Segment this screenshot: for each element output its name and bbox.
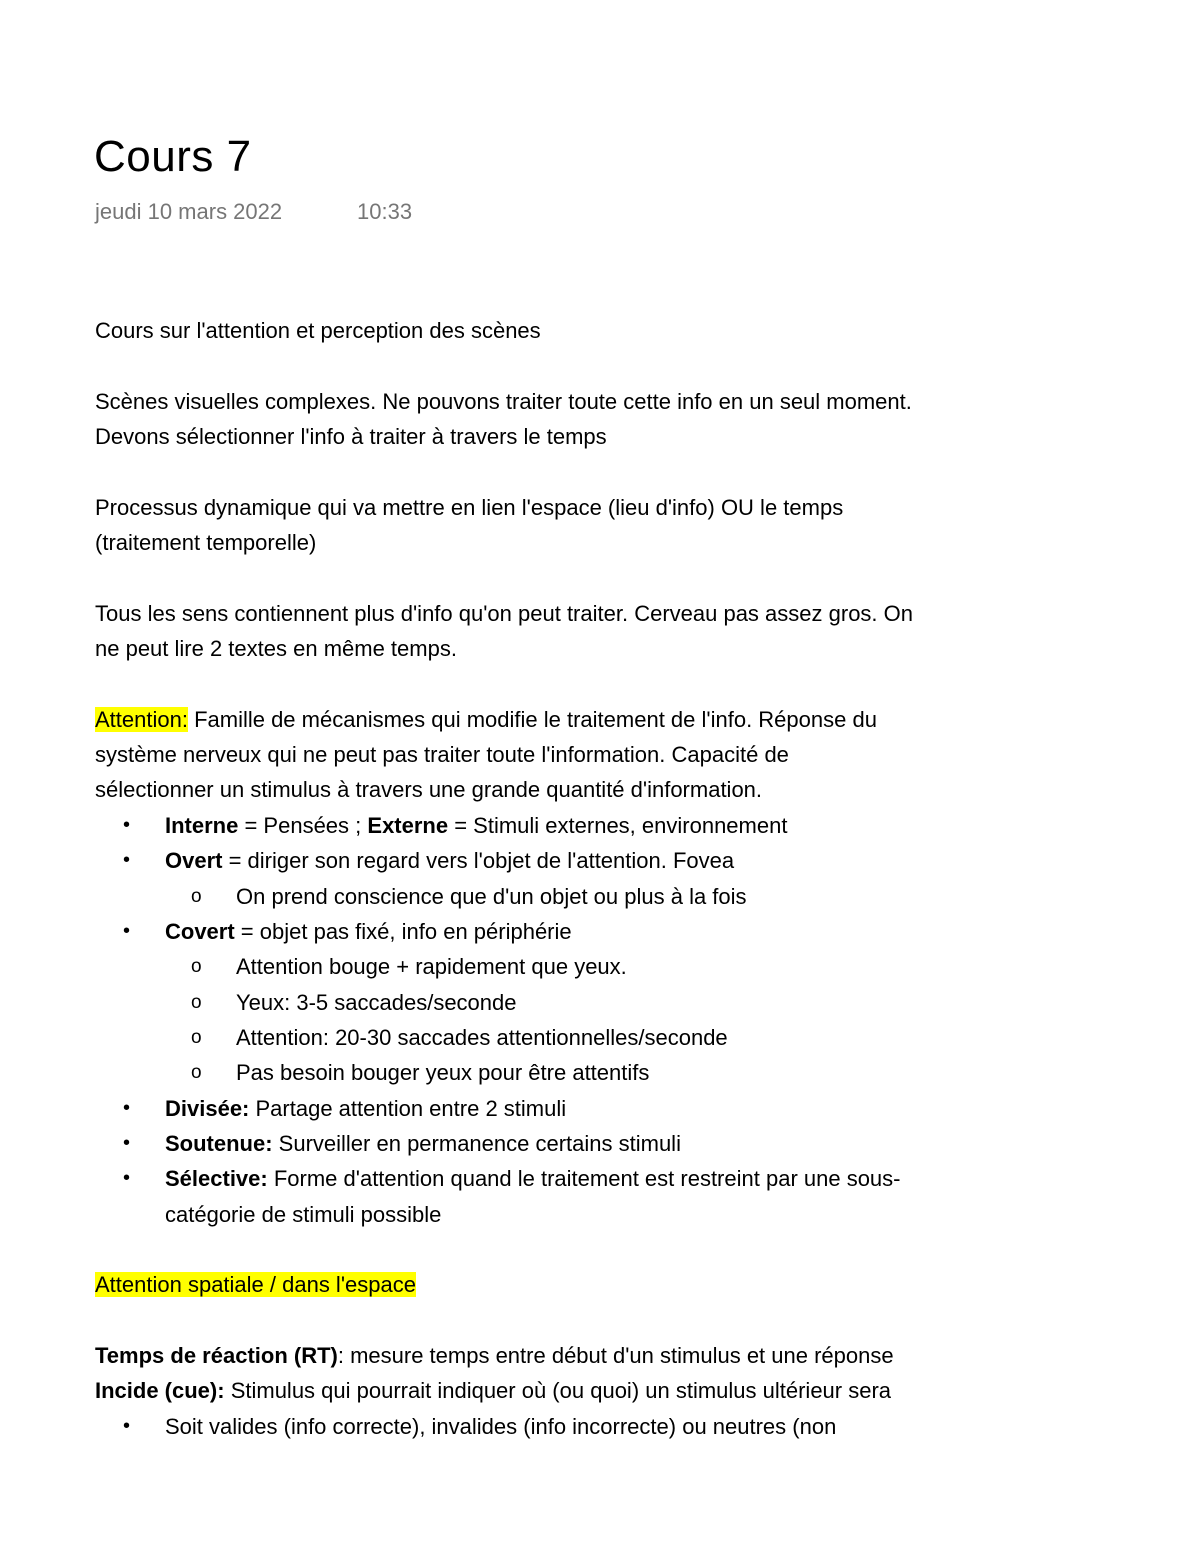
text-run: On prend conscience que d'un objet ou plus à la fois — [236, 883, 747, 909]
bold-term: Interne — [165, 812, 239, 838]
list-item — [95, 1055, 1155, 1090]
hollow-bullet-icon: o — [191, 1026, 202, 1048]
hollow-bullet-icon: o — [191, 885, 202, 907]
bold-term: Externe — [367, 812, 449, 838]
blank-line — [95, 454, 1155, 489]
text-line — [95, 490, 1155, 525]
text-run: Soit valides (info correcte), invalides (info incorrecte) ou neutres (non — [165, 1413, 837, 1439]
list-item — [95, 1126, 1155, 1161]
text-line — [95, 313, 1155, 348]
text-line — [95, 1373, 1155, 1408]
text-line — [95, 772, 1155, 807]
text-run: : mesure temps entre début d'un stimulus et une réponse — [337, 1342, 894, 1368]
bold-term: Overt — [165, 848, 223, 874]
note-date: jeudi 10 mars 2022 — [95, 199, 283, 224]
text-line — [95, 702, 1155, 737]
bullet-icon: • — [123, 1167, 131, 1190]
bullet-icon: • — [123, 813, 131, 836]
hollow-bullet-icon: o — [191, 991, 202, 1013]
text-run: = Pensées ; — [238, 812, 368, 838]
list-item — [95, 808, 1155, 843]
text-run: sélectionner un stimulus à travers une grande quantité d'information. — [95, 777, 763, 803]
text-run: ne peut lire 2 textes en même temps. — [95, 636, 457, 662]
text-run: Yeux: 3-5 saccades/seconde — [236, 989, 517, 1015]
text-run: Famille de mécanismes qui modifie le traitement de l'info. Réponse du — [187, 706, 877, 732]
bullet-icon: • — [123, 919, 131, 942]
bold-term: Temps de réaction (RT) — [95, 1342, 338, 1368]
list-item — [95, 914, 1155, 949]
hollow-bullet-icon: o — [191, 1062, 202, 1084]
text-run: Partage attention entre 2 stimuli — [249, 1095, 567, 1121]
text-run: Cours sur l'attention et perception des scènes — [95, 318, 541, 343]
bold-term: Soutenue: — [165, 1130, 273, 1156]
text-run: Tous les sens contiennent plus d'info qu'on peut traiter. Cerveau pas assez gros. On — [95, 600, 913, 626]
note-body — [95, 313, 1155, 1444]
text-run: = diriger son regard vers l'objet de l'attention. Fovea — [222, 848, 735, 874]
list-item — [95, 1409, 1155, 1444]
text-run: (traitement temporelle) — [95, 530, 317, 556]
text-run: Attention bouge + rapidement que yeux. — [236, 954, 627, 980]
text-run: Attention: 20-30 saccades attentionnelles/seconde — [236, 1024, 728, 1050]
bold-term: Covert — [165, 918, 235, 944]
list-item — [95, 843, 1155, 878]
bold-term: Incide (cue): — [95, 1378, 225, 1404]
text-run: Surveiller en permanence certains stimuli — [272, 1130, 681, 1156]
blank-line — [95, 666, 1155, 701]
bullet-icon: • — [123, 849, 131, 872]
blank-line — [95, 1303, 1155, 1338]
blank-line — [95, 560, 1155, 595]
bold-term: Sélective: — [165, 1166, 268, 1192]
hollow-bullet-icon: o — [191, 956, 202, 978]
text-line — [95, 631, 1155, 666]
highlighted-text: Attention: — [95, 706, 188, 732]
text-run: système nerveux qui ne peut pas traiter toute l'information. Capacité de — [95, 742, 789, 768]
text-run: Stimulus qui pourrait indiquer où (ou quoi) un stimulus ultérieur sera — [224, 1378, 892, 1404]
text-run: Processus dynamique qui va mettre en lien l'espace (lieu d'info) OU le temps — [95, 494, 844, 520]
list-item — [95, 949, 1155, 984]
text-line — [95, 384, 1155, 419]
text-line — [95, 737, 1155, 772]
text-run: = objet pas fixé, info en périphérie — [234, 918, 572, 944]
list-item — [95, 1161, 1155, 1196]
text-run: Scènes visuelles complexes. Ne pouvons traiter toute cette info en un seul moment. — [95, 388, 912, 414]
list-item — [95, 1091, 1155, 1126]
highlighted-text: Attention spatiale / dans l'espace — [95, 1272, 416, 1298]
bold-term: Divisée: — [165, 1095, 250, 1121]
bullet-icon: • — [123, 1414, 131, 1437]
blank-line — [95, 1232, 1155, 1267]
text-line — [95, 596, 1155, 631]
text-run: catégorie de stimuli possible — [165, 1201, 442, 1227]
blank-line — [95, 348, 1155, 383]
text-run: Pas besoin bouger yeux pour être attentifs — [236, 1060, 650, 1086]
list-item — [95, 985, 1155, 1020]
note-time: 10:33 — [357, 199, 413, 224]
text-run: Forme d'attention quand le traitement est restreint par une sous- — [267, 1166, 901, 1192]
text-run: = Stimuli externes, environnement — [448, 812, 788, 838]
bullet-icon: • — [123, 1131, 131, 1154]
list-item — [95, 1020, 1155, 1055]
bullet-icon: • — [123, 1096, 131, 1119]
text-line — [95, 1267, 1155, 1302]
note-title: Cours 7 — [94, 132, 252, 181]
text-line — [95, 1338, 1155, 1373]
list-item — [95, 1197, 1155, 1232]
list-item — [95, 879, 1155, 914]
text-line — [95, 525, 1155, 560]
text-line — [95, 419, 1155, 454]
text-run: Devons sélectionner l'info à traiter à travers le temps — [95, 424, 607, 450]
